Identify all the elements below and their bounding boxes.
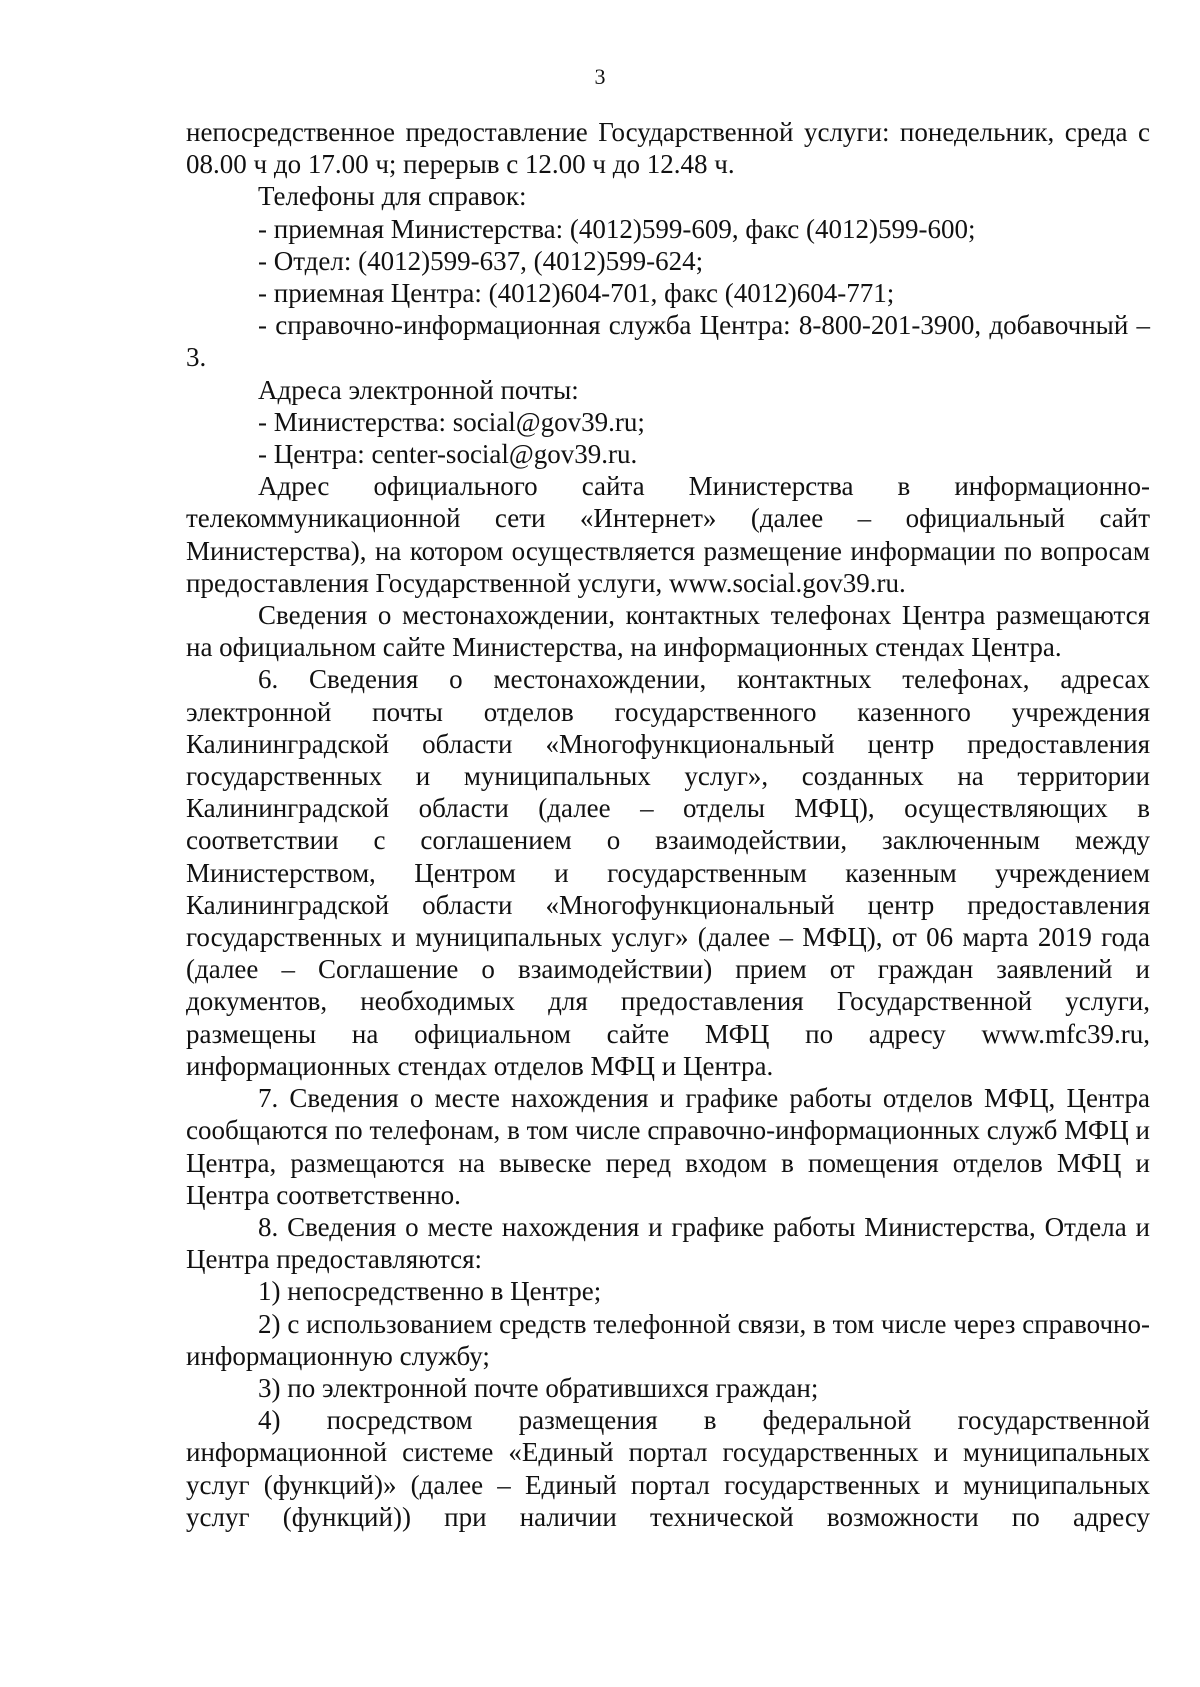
paragraph-item-8-4: 4) посредством размещения в федеральной государственной информационной системе «Единый портал государственных и муниципальных услуг (функций)» (далее – Единый портал государственных и муниципальных услуг (функций)) при наличии технической возможности по адресу [186,1405,1150,1532]
paragraph-phones-heading: Телефоны для справок: [258,181,527,212]
page-number: 3 [594,64,606,89]
paragraph-item-8-2: 2) с использованием средств телефонной связи, в том числе через справочно-информационную службу; [186,1308,1150,1371]
paragraph-phone-helpline: - справочно-информационная служба Центра: 8-800-201-3900, добавочный – 3. [186,310,1150,373]
paragraph-item-8-3: 3) по электронной почте обратившихся граждан; [258,1372,819,1403]
paragraph-email-center: - Центра: center-social@gov39.ru. [258,439,638,470]
paragraph-item-6: 6. Сведения о местонахождении, контактных телефонах, адресах электронной почты отделов государственного казенного учреждения Калининградской области «Многофункциональный центр предоставления государственных и муниципальных услуг», созданных на территории Калининградской области (далее – отделы МФЦ), осуществляющих в соответствии с соглашением о взаимодействии, заключенным между Министерством, Центром и государственным казенным учреждением Калининградской области «Многофункциональный центр предоставления государственных и муниципальных услуг» (далее – МФЦ), от 06 марта 2019 года (далее – Соглашение о взаимодействии) прием от граждан заявлений и документов, необходимых для предоставления Государственной услуги, размещены на официальном сайте МФЦ по адресу www.mfc39.ru, информационных стендах отделов МФЦ и Центра. [186,664,1150,1081]
paragraph-phone-department: - Отдел: (4012)599-637, (4012)599-624; [258,245,704,276]
paragraph-item-8-1: 1) непосредственно в Центре; [258,1276,602,1307]
paragraph-phone-ministry: - приемная Министерства: (4012)599-609, факс (4012)599-600; [258,213,976,244]
paragraph-schedule: непосредственное предоставление Государственной услуги: понедельник, среда с 08.00 ч до 17.00 ч; перерыв с 12.00 ч до 12.48 ч. [186,117,1150,180]
document-body [186,116,1150,1533]
paragraph-center-info: Сведения о местонахождении, контактных телефонах Центра размещаются на официальном сайте Министерства, на информационных стендах Центра. [186,600,1150,663]
paragraph-email-ministry: - Министерства: social@gov39.ru; [258,406,645,437]
paragraph-phone-center: - приемная Центра: (4012)604-701, факс (4012)604-771; [258,278,895,309]
paragraph-item-7: 7. Сведения о месте нахождения и графике работы отделов МФЦ, Центра сообщаются по телефонам, в том числе справочно-информационных служб МФЦ и Центра, размещаются на вывеске перед входом в помещения отделов МФЦ и Центра соответственно. [186,1083,1150,1210]
paragraph-item-8: 8. Сведения о месте нахождения и графике работы Министерства, Отдела и Центра предоставляются: [186,1211,1150,1275]
paragraph-emails-heading: Адреса электронной почты: [258,374,579,405]
paragraph-official-site: Адрес официального сайта Министерства в информационно-телекоммуникационной сети «Интернет» (далее – официальный сайт Министерства), на котором осуществляется размещение информации по вопросам предоставления Государственной услуги, www.social.gov39.ru. [186,471,1150,598]
